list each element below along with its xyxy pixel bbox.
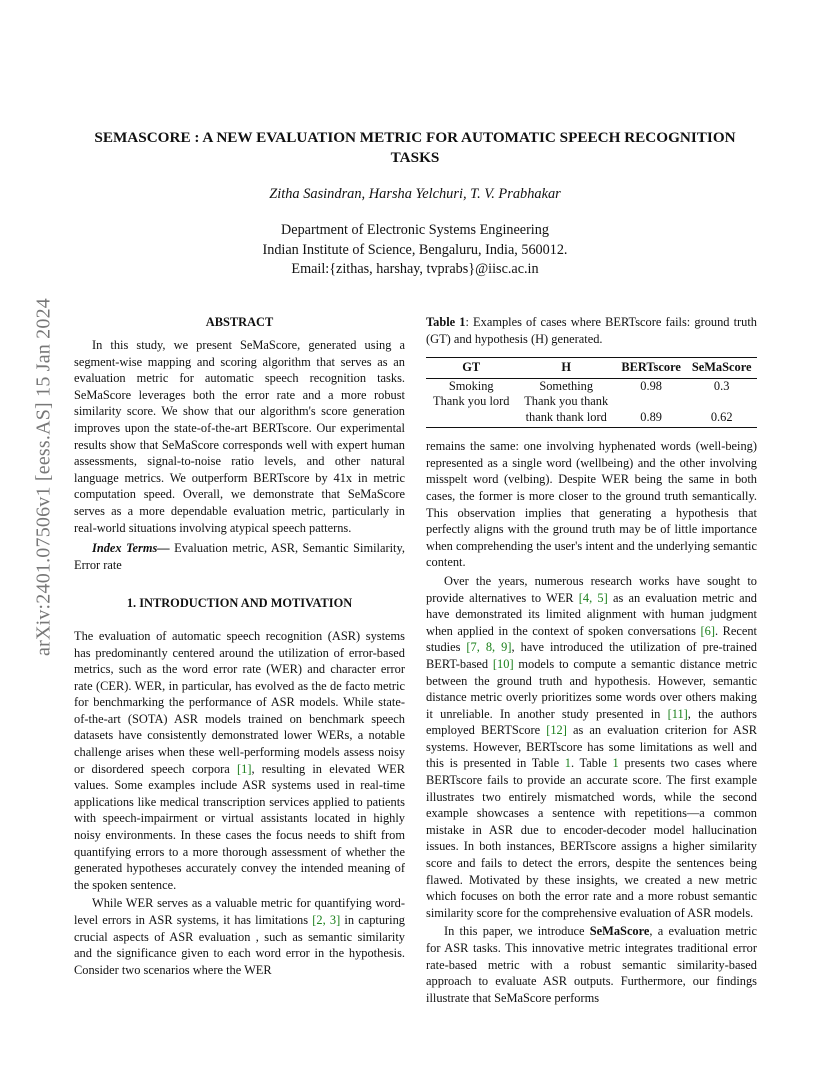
table-reference-link[interactable]: 1 bbox=[564, 756, 571, 771]
intro-paragraph-1 bbox=[74, 628, 405, 894]
text-span: models to compute a semantic distance metric between the ground truth and hypothesis. However, semantic distance metric overly prioritizes some words over others making it unreliable. In another study presented in bbox=[426, 656, 757, 721]
text-span: , the authors employed BERTScore bbox=[426, 706, 757, 738]
affiliation-department: Department of Electronic Systems Engineering bbox=[281, 222, 549, 238]
paper-title bbox=[70, 128, 760, 168]
table-cell: Thank you thank bbox=[524, 394, 609, 409]
citation-link[interactable]: [4, 5] bbox=[578, 590, 608, 605]
text-span: as an evaluation criterion for ASR systems. However, BERTscore has some limitations as well and this is presented in Table bbox=[426, 723, 757, 771]
table-1-caption-text: : Examples of cases where BERTscore fails: ground truth (GT) and hypothesis (H) generated. bbox=[426, 315, 758, 346]
table-cell: 0.89 bbox=[616, 410, 686, 428]
table-1-caption bbox=[426, 314, 757, 347]
citation-link[interactable]: [7, 8, 9] bbox=[466, 640, 512, 655]
abstract-text: In this study, we present SeMaScore, generated using a segment-wise mapping and scoring algorithm that serves as an evaluation metric for automatic speech recognition tasks. SeMaScore leverages both the error rate and a more robust similarity score. We show that our algorithm's score generation improves upon the state-of-the-art BERTscore. Our experimental results show that SeMaScore corresponds well with expert human assessments, signal-to-noise ratio levels, and other natural language metrics. We outperform BERTscore by 41x in metric computation speed. Overall, we demonstrate that SeMaScore serves as a more dependable evaluation metric, particularly in real-world situations involving atypical speech patterns. bbox=[74, 338, 405, 535]
right-paragraph-2 bbox=[426, 573, 757, 921]
table-cell bbox=[426, 410, 516, 428]
text-span: , a evaluation metric for ASR tasks. This innovative metric integrates traditional error rate-based metric with a robust semantic similarity-based approach to evaluate ASR outputs. Furthermore, our findings illustrate that SeMaScore performs bbox=[426, 924, 757, 1005]
citation-link[interactable]: [6] bbox=[700, 623, 715, 638]
table-header-bertscore: BERTscore bbox=[616, 358, 686, 379]
right-paragraph-3 bbox=[426, 923, 757, 1006]
author-email: Email:{zithas, harshay, tvprabs}@iisc.ac.in bbox=[291, 261, 539, 277]
table-cell: 0.98 bbox=[640, 378, 662, 393]
index-terms bbox=[74, 540, 405, 573]
citation-link[interactable]: [2, 3] bbox=[312, 913, 341, 927]
intro-p1-text-a: The evaluation of automatic speech recognition (ASR) systems has predominantly centered around the utilization of error-based metrics, such as the word error rate (WER) and character error rate (CER). WER, in particular, has evolved as the de facto metric for benchmarking the performance of ASR models. While state-of-the-art (SOTA) ASR models trained on benchmark speech datasets have consistently demonstrated lower WERs, a notable challenge arises when these well-performing models assess noisy or disordered speech corpora bbox=[74, 628, 405, 776]
table-header-gt: GT bbox=[426, 358, 516, 379]
arxiv-sidebar-identifier bbox=[24, 287, 64, 667]
text-span: presents two cases where BERTscore fails to provide an accurate score. The first example illustrates two entirely mismatched words, while the second example showcases a sentence with repetitions—a common mistake in ASR due to encoder-decoder model hallucination issues. In both instances, BERTscore assigns a higher similarity score and fails to detect the errors, despite the sentences being flawed. Motivated by these insights, we created a new metric which focuses on both the error rate and a more robust semantic similarity score for the comprehensive evaluation of ASR models. bbox=[426, 756, 757, 920]
table-cell: 0.3 bbox=[713, 378, 730, 393]
citation-link[interactable]: [1] bbox=[237, 761, 252, 776]
intro-paragraph-2 bbox=[74, 895, 405, 978]
table-reference-link[interactable]: 1 bbox=[612, 756, 619, 771]
text-span: as an evaluation metric and have demonstrated its limited alignment with human judgment when applied in the context of spoken conversations bbox=[426, 590, 758, 638]
title-line-2: TASKS bbox=[390, 149, 440, 166]
arxiv-id-text: arXiv:2401.07506v1 [eess.AS] 15 Jan 2024 bbox=[32, 298, 55, 656]
table-cell: 0.62 bbox=[686, 410, 757, 428]
section-heading-introduction: 1. INTRODUCTION AND MOTIVATION bbox=[126, 596, 353, 611]
table-cell: Thank you lord bbox=[433, 394, 510, 409]
abstract-heading: ABSTRACT bbox=[205, 315, 274, 329]
affiliation-block bbox=[70, 221, 760, 280]
bold-term: SeMaScore bbox=[589, 924, 650, 939]
text-span: . Recent studies bbox=[426, 623, 757, 655]
table-1-label: Table 1 bbox=[426, 315, 466, 329]
intro-p2-text-a: While WER serves as a valuable metric for quantifying word-level errors in ASR systems, it has limitations bbox=[74, 896, 405, 927]
affiliation-institute: Indian Institute of Science, Bengaluru, India, 560012. bbox=[262, 241, 568, 258]
table-cell: thank thank lord bbox=[516, 410, 615, 428]
table-header-row bbox=[426, 358, 757, 379]
citation-link[interactable]: [11] bbox=[667, 706, 688, 721]
table-cell bbox=[616, 394, 686, 410]
right-column bbox=[426, 314, 757, 1006]
author-list: Zitha Sasindran, Harsha Yelchuri, T. V. Prabhakar bbox=[269, 186, 561, 202]
table-row bbox=[426, 378, 757, 394]
table-row bbox=[426, 394, 757, 410]
table-cell: Smoking bbox=[448, 378, 494, 393]
intro-p2-text-b: in capturing crucial aspects of ASR evaluation , such as semantic similarity and the significance given to each word error in the hypothesis. Consider two scenarios where the WER bbox=[74, 913, 406, 977]
table-cell bbox=[686, 394, 757, 410]
right-paragraph-1: remains the same: one involving hyphenated words (well-being) represented as a single word (wellbeing) and the other involving misspelt word (velbing). Despite WER being the same in both cases, the former is more closer to the ground truth semantically. This observation implies that generating a hypothesis that perfectly aligns with the ground truth may be of little importance when comprehending the user's intent and the underlying semantic content. bbox=[426, 439, 757, 570]
table-header-h: H bbox=[516, 358, 615, 379]
left-column bbox=[74, 314, 405, 978]
citation-link[interactable]: [12] bbox=[546, 723, 567, 738]
table-header-semascore: SeMaScore bbox=[686, 358, 757, 379]
citation-link[interactable]: [10] bbox=[492, 656, 514, 671]
text-span: In this paper, we introduce bbox=[444, 924, 590, 939]
text-span: Over the years, numerous research works have sought to provide alternatives to WER bbox=[426, 573, 757, 605]
text-span: . Table bbox=[570, 756, 613, 771]
table-cell: Something bbox=[539, 378, 594, 393]
table-1 bbox=[426, 357, 757, 428]
index-terms-text: Evaluation metric, ASR, Semantic Similarity, Error rate bbox=[74, 541, 405, 572]
title-line-1: SEMASCORE : A NEW EVALUATION METRIC FOR AUTOMATIC SPEECH RECOGNITION bbox=[94, 129, 736, 146]
index-terms-label: Index Terms— bbox=[92, 541, 170, 556]
table-row bbox=[426, 410, 757, 428]
text-span: , have introduced the utilization of pre-trained BERT-based bbox=[426, 640, 757, 671]
intro-p1-text-b: , resulting in elevated WER values. Some examples include ASR systems used in real-time applications like medical transcription services applied to patients with speech-impairment or virtual assistants located in highly noisy environments. In these cases the focus needs to shift from quantifying errors to a more thorough assessment of whether the generated hypotheses accurately convey the intended meaning of the spoken sentence. bbox=[74, 761, 405, 892]
